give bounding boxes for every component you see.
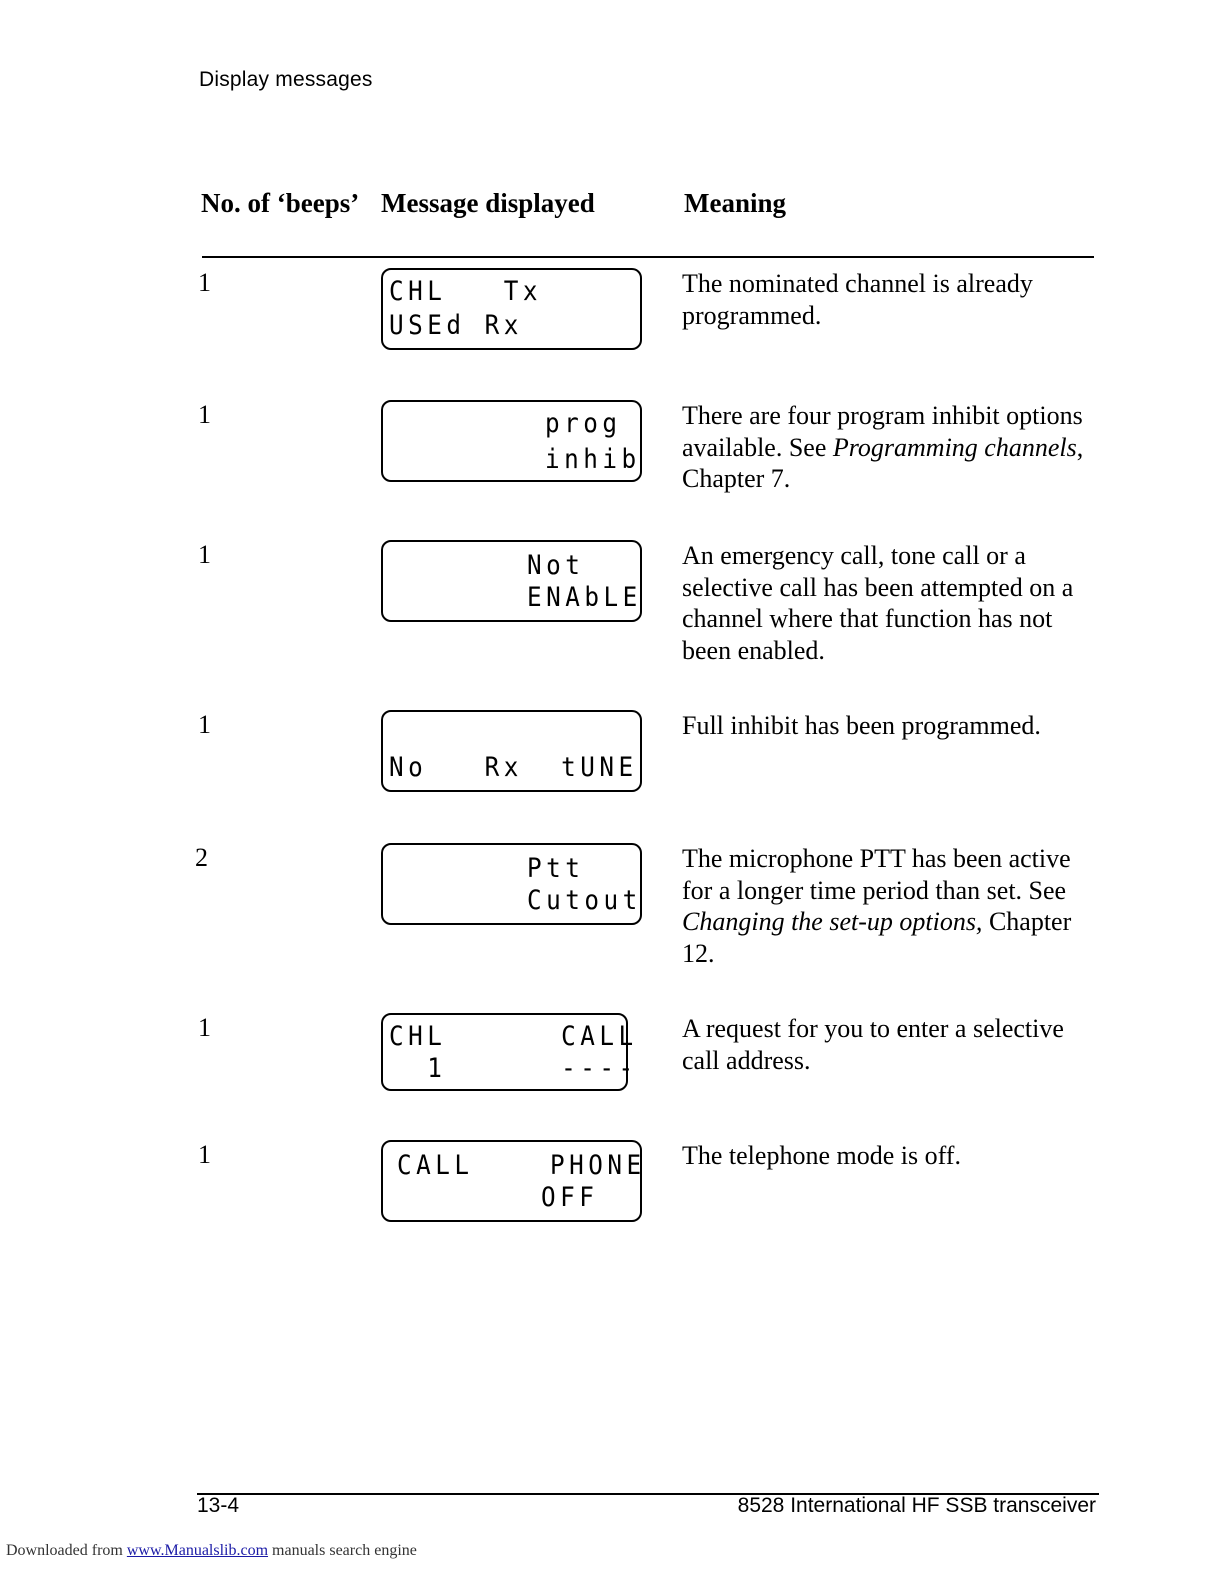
lcd-display [381,1013,638,1091]
header-rule [202,256,1094,258]
lcd-line-2: USEd Rx [389,310,523,341]
meaning-text-part: There are four program inhibit options available. See [682,401,1083,462]
lcd-line-2: ENAbLE [527,582,642,613]
meaning-text-part: The microphone PTT has been active for a longer time period than set. See [682,844,1071,905]
column-header-meaning: Meaning [684,188,787,218]
beeps-count: 1 [198,400,211,429]
column-header-beeps: No. of ‘beeps’ [201,188,360,218]
page-number: 13-4 [197,1494,240,1517]
lcd-line-2: 1 ---- [389,1053,638,1084]
manualslib-link[interactable]: www.Manualslib.com [126,1542,269,1559]
meaning-text-part: , Chapter 7. [682,432,1084,493]
meaning-text: An emergency call, tone call or a selective call has been attempted on a channel where that function has not been enabled. [682,541,1074,665]
manual-title: 8528 International HF SSB transceiver [737,1494,1096,1517]
lcd-line-1: Ptt [527,853,585,884]
meaning-text [682,400,1092,495]
download-notice [6,1542,417,1560]
lcd-line-1: prog [545,408,622,439]
beeps-count: 1 [198,540,211,569]
lcd-display [381,1140,646,1222]
download-prefix: Downloaded from [6,1542,127,1559]
beeps-count: 1 [198,710,211,739]
beeps-count: 1 [198,268,211,297]
beeps-count: 2 [195,843,208,872]
meaning-text [682,843,1092,969]
lcd-line-2: No Rx tUNE [389,752,638,783]
lcd-display [381,268,642,350]
lcd-line-1: Not [527,550,585,581]
meaning-text-part: Chapter 12. [682,907,1072,968]
meaning-text: Full inhibit has been programmed. [682,711,1041,740]
lcd-display [381,710,642,792]
column-header-message: Message displayed [381,188,595,218]
running-header: Display messages [199,68,373,91]
cross-reference-link: Changing the set-up options, [682,907,983,936]
meaning-text: The telephone mode is off. [682,1141,961,1170]
lcd-line-1: CHL Tx [389,276,543,307]
lcd-display [381,540,642,622]
meaning-text: A request for you to enter a selective call address. [682,1014,1064,1075]
cross-reference-link: Programming channels [832,432,1077,462]
lcd-line-1: CHL CALL [389,1021,638,1052]
lcd-line-2: inhib [545,444,641,475]
lcd-display [381,400,642,482]
lcd-line-1: CALL PHONE [397,1150,646,1181]
beeps-count: 1 [198,1013,211,1042]
lcd-line-2: OFF [541,1182,599,1213]
meaning-text: The nominated channel is already programmed. [682,269,1033,330]
beeps-count: 1 [198,1140,211,1169]
lcd-display [381,843,642,925]
download-suffix: manuals search engine [268,1542,417,1559]
lcd-line-2: Cutout [527,885,642,916]
